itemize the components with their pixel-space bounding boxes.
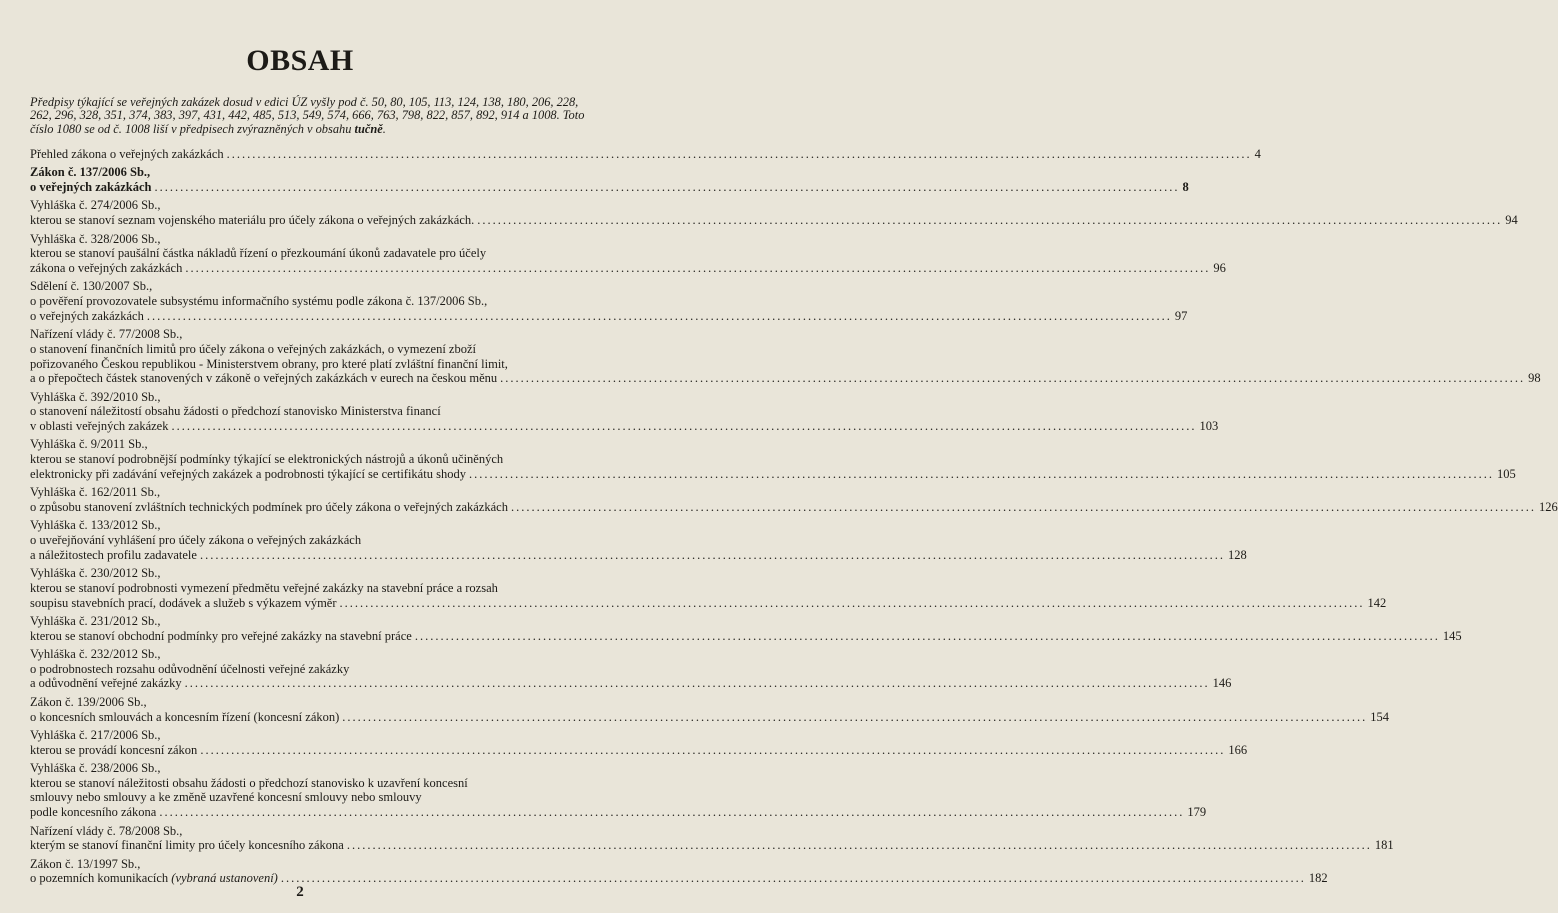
toc-entry-last-line (30, 709, 1390, 725)
toc-entry-heading: Vyhláška č. 231/2012 Sb., (30, 613, 161, 628)
toc-entry-line: o pověření provozovatele subsystému informačního systému podle zákona č. 137/2006 Sb., (30, 294, 488, 309)
toc-entry-title: o veřejných zakázkách (30, 308, 144, 323)
toc-entry-heading: Vyhláška č. 274/2006 Sb., (30, 198, 161, 213)
toc-page-number: 181 (1374, 838, 1394, 853)
toc-entry-heading: Vyhláška č. 133/2012 Sb., (30, 518, 161, 533)
toc-entry-text (30, 419, 168, 434)
toc-page-number: 105 (1496, 466, 1516, 481)
toc-leader-dots: ........................................................................................................................................................................................................ (154, 180, 1180, 195)
toc-entry-title: o veřejných zakázkách (30, 180, 152, 195)
toc-page-number: 182 (1308, 871, 1328, 886)
toc-entry-heading: Nařízení vlády č. 78/2008 Sb., (30, 823, 183, 838)
toc-entry (30, 727, 1248, 757)
toc-page-number: 166 (1228, 742, 1248, 757)
toc-entry-heading: Vyhláška č. 232/2012 Sb., (30, 647, 161, 662)
toc-entry (30, 856, 1328, 886)
toc-page-number: 103 (1199, 419, 1219, 434)
toc-page-number: 4 (1254, 147, 1261, 161)
toc-entry (30, 231, 1226, 276)
intro-text: Předpisy týkající se veřejných zakázek dosud v edici ÚZ vyšly pod č. 50, 80, 105, 113, 124, 138, 180, 206, 228, 262, 296, 328, 351, 374, 383, 397, 431, 442, 485, 513, 549, 574, 666, 763, 798, 822, 857, 892, 914 a 1008. Toto číslo 1080 se od č. 1008 liší v předpisech zvýrazněných v obsahu (30, 95, 585, 136)
toc-entry-title: kterou se provádí koncesní zákon (30, 742, 198, 757)
toc-entry-last-line (30, 466, 1516, 482)
toc-leader-dots: ........................................................................................................................................................................................................ (185, 260, 1211, 275)
toc-page-number: 142 (1367, 595, 1387, 610)
toc-leader-dots: ........................................................................................................................................................................................................ (468, 466, 1494, 481)
toc-entry-line: smlouvy nebo smlouvy a ke změně uzavřené koncesní smlouvy nebo smlouvy (30, 790, 422, 805)
toc-page-number: 128 (1227, 547, 1247, 562)
toc-entry-text (30, 548, 197, 563)
toc-leader-dots: ........................................................................................................................................................................................................ (280, 871, 1306, 886)
toc-entry-last-line (30, 676, 1232, 691)
toc-page-number: 146 (1212, 676, 1232, 691)
toc-entry-text (30, 467, 466, 482)
toc-page-number: 145 (1442, 628, 1462, 643)
toc-entry (30, 389, 1219, 434)
toc-entry (30, 165, 1189, 195)
toc-entry-heading: Vyhláška č. 217/2006 Sb., (30, 727, 161, 742)
toc-entry (30, 518, 1247, 562)
toc-entry-last-line (30, 371, 1541, 386)
toc-entry-heading: Vyhláška č. 328/2006 Sb., (30, 231, 161, 246)
toc-entry-line: o stanovení náležitostí obsahu žádosti o předchozí stanovisko Ministerstva financí (30, 404, 441, 419)
toc-entry-heading: Zákon č. 13/1997 Sb., (30, 856, 141, 871)
toc-entry-title: a náležitostech profilu zadavatele (30, 547, 197, 562)
table-of-contents (30, 147, 1558, 890)
toc-entry-text (30, 213, 474, 228)
toc-entry-last-line (30, 628, 1462, 644)
toc-entry (30, 279, 1188, 323)
toc-entry-last-line (30, 308, 1188, 324)
toc-entry-text (30, 309, 144, 324)
toc-entry-text (30, 147, 224, 162)
toc-entry-last-line (30, 213, 1518, 228)
toc-entry-title: o způsobu stanovení zvláštních technických podmínek pro účely zákona o veřejných zakázkách (30, 499, 508, 514)
toc-entry-title: v oblasti veřejných zakázek (30, 419, 169, 434)
toc-entry-text (30, 676, 182, 691)
toc-leader-dots: ........................................................................................................................................................................................................ (346, 838, 1372, 853)
toc-entry-text (30, 371, 497, 386)
toc-entry-heading: Zákon č. 137/2006 Sb., (30, 165, 151, 180)
toc-entry-heading: Vyhláška č. 9/2011 Sb., (30, 437, 148, 452)
toc-entry (30, 647, 1232, 691)
toc-leader-dots: ........................................................................................................................................................................................................ (500, 371, 1526, 386)
toc-entry-line: kterou se stanoví podrobnější podmínky týkající se elektronických nástrojů a úkonů učiněných (30, 452, 504, 467)
page-title: OBSAH (246, 44, 354, 77)
toc-page-number: 98 (1528, 371, 1541, 386)
toc-entry-heading: Vyhláška č. 392/2010 Sb., (30, 389, 161, 404)
intro-paragraph (30, 96, 588, 136)
toc-entry-last-line (30, 547, 1247, 563)
toc-leader-dots: ........................................................................................................................................................................................................ (146, 308, 1172, 323)
intro-end: . (382, 121, 386, 136)
toc-entry (30, 437, 1516, 481)
toc-entry-heading: Sdělení č. 130/2007 Sb., (30, 279, 153, 294)
toc-page-number: 96 (1213, 260, 1226, 275)
toc-entry-title: kterou se stanoví obchodní podmínky pro veřejné zakázky na stavební práce (30, 628, 412, 643)
toc-entry-title: elektronicky při zadávání veřejných zakázek a podrobnosti týkající se certifikátu shody (30, 466, 466, 481)
toc-entry-last-line (30, 838, 1394, 853)
toc-entry-heading: Zákon č. 139/2006 Sb., (30, 694, 147, 709)
toc-entry-heading: Vyhláška č. 230/2012 Sb., (30, 566, 161, 581)
toc-entry-line: kterou se stanoví paušální částka nákladů řízení o přezkoumání úkonů zadavatele pro účely (30, 246, 487, 261)
toc-leader-dots: ........................................................................................................................................................................................................ (171, 419, 1197, 434)
toc-entry-last-line (30, 419, 1219, 434)
toc-entry-title: a odůvodnění veřejné zakázky (30, 676, 182, 691)
toc-page-number: 126 (1538, 499, 1558, 514)
toc-entry-heading: Nařízení vlády č. 77/2008 Sb., (30, 327, 183, 342)
toc-entry-text (30, 180, 152, 195)
toc-entry-line: o uveřejňování vyhlášení pro účely zákona o veřejných zakázkách (30, 533, 362, 548)
toc-entry-line: pořizovaného Českou republikou - Ministerstvem obrany, pro které platí zvláštní finanční limit, (30, 356, 508, 371)
toc-entry-title: Přehled zákona o veřejných zakázkách (30, 147, 224, 161)
toc-leader-dots: ........................................................................................................................................................................................................ (339, 595, 1365, 610)
page-number: 2 (296, 884, 304, 900)
toc-entry-heading: Vyhláška č. 238/2006 Sb., (30, 761, 161, 776)
toc-entry (30, 761, 1207, 820)
toc-entry (30, 613, 1462, 643)
toc-entry-last-line (30, 499, 1558, 515)
toc-entry-italic-note: (vybraná ustanovení) (171, 871, 278, 886)
toc-entry-heading: Vyhláška č. 162/2011 Sb., (30, 485, 161, 500)
toc-leader-dots: ........................................................................................................................................................................................................ (510, 499, 1536, 514)
toc-entry-last-line (30, 147, 1261, 162)
toc-leader-dots: ........................................................................................................................................................................................................ (159, 805, 1185, 820)
toc-entry (30, 823, 1394, 853)
toc-entry-text (30, 838, 344, 853)
toc-entry-title: kterou se stanoví seznam vojenského materiálu pro účely zákona o veřejných zakázkách. (30, 213, 475, 228)
toc-entry-text (30, 710, 339, 725)
toc-leader-dots: ........................................................................................................................................................................................................ (477, 213, 1503, 228)
toc-entry-title: zákona o veřejných zakázkách (30, 260, 183, 275)
toc-entry-line: o stanovení finančních limitů pro účely zákona o veřejných zakázkách, o vymezení zboží (30, 341, 477, 356)
toc-entry-last-line (30, 595, 1387, 611)
toc-entry-text (30, 805, 156, 820)
toc-entry-text (30, 500, 508, 515)
toc-entry-last-line (30, 742, 1248, 758)
toc-entry-title: a o přepočtech částek stanovených v zákoně o veřejných zakázkách v eurech na českou měnu (30, 371, 498, 386)
toc-entry (30, 485, 1558, 514)
toc-entry-last-line (30, 805, 1207, 820)
toc-entry-text (30, 261, 182, 276)
toc-entry-text (30, 596, 337, 611)
toc-entry-title: podle koncesního zákona (30, 805, 157, 820)
toc-entry-last-line (30, 260, 1226, 276)
toc-entry (30, 327, 1541, 386)
toc-page-number: 154 (1370, 709, 1390, 724)
toc-leader-dots: ........................................................................................................................................................................................................ (226, 147, 1252, 161)
toc-entry-text (30, 629, 412, 644)
toc-entry-line: kterou se stanoví podrobnosti vymezení předmětu veřejné zakázky na stavební práce a rozsah (30, 580, 498, 595)
toc-leader-dots: ........................................................................................................................................................................................................ (184, 676, 1210, 691)
toc-leader-dots: ........................................................................................................................................................................................................ (414, 628, 1440, 643)
intro-bold-word: tučně (354, 121, 383, 136)
toc-entry-line: kterou se stanoví náležitosti obsahu žádosti o předchozí stanovisko k uzavření koncesní (30, 775, 468, 790)
toc-leader-dots: ........................................................................................................................................................................................................ (199, 547, 1225, 562)
toc-entry (30, 147, 1261, 162)
toc-page-number: 97 (1174, 308, 1188, 323)
toc-page-number: 179 (1187, 805, 1207, 820)
toc-entry-title: o pozemních komunikacích (30, 871, 169, 886)
toc-leader-dots: ........................................................................................................................................................................................................ (342, 709, 1368, 724)
toc-leader-dots: ........................................................................................................................................................................................................ (200, 742, 1226, 757)
toc-entry-title: o koncesních smlouvách a koncesním řízení (koncesní zákon) (30, 709, 340, 724)
toc-entry-title: kterým se stanoví finanční limity pro účely koncesního zákona (30, 838, 344, 853)
toc-page-number: 8 (1182, 180, 1189, 195)
toc-entry-last-line (30, 180, 1189, 195)
toc-entry (30, 198, 1518, 228)
toc-entry-line: o podrobnostech rozsahu odůvodnění účelnosti veřejné zakázky (30, 661, 350, 676)
toc-entry-text (30, 743, 197, 758)
toc-entry (30, 694, 1390, 724)
toc-page-number: 94 (1505, 213, 1518, 228)
toc-entry (30, 566, 1387, 610)
toc-entry-title: soupisu stavebních prací, dodávek a služeb s výkazem výměr (30, 595, 337, 610)
